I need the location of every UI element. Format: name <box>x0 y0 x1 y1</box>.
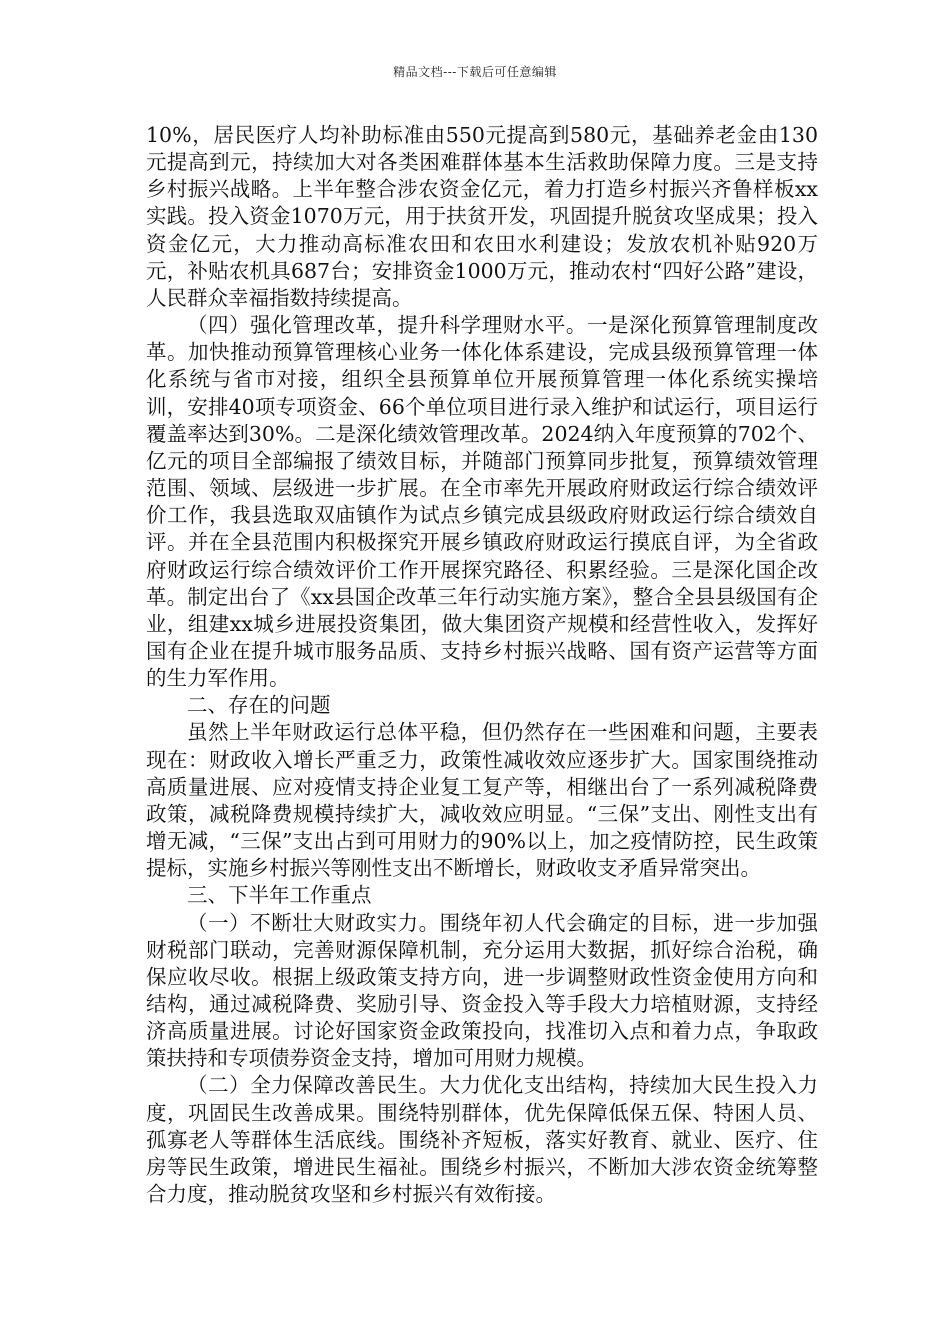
paragraph-problems: 虽然上半年财政运行总体平稳，但仍然存在一些困难和问题，主要表现在：财政收入增长严重乏力，政策性减收效应逐步扩大。国家围绕推动高质量进展、应对疫情支持企业复工复产等，相继出台了一系列减税降费政策，减税降费规模持续扩大，减收效应明显。“三保”支出、刚性支出有增无减，“三保”支出占到可用财力的90%以上，加之疫情防控，民生政策提标，实施乡村振兴等刚性支出不断增长，财政收支矛盾异常突出。 <box>146 720 818 881</box>
section-heading-problems: 二、存在的问题 <box>187 693 331 718</box>
paragraph-continued: 10%，居民医疗人均补助标准由550元提高到580元，基础养老金由130元提高到元，持续加大对各类困难群体基本生活救助保障力度。三是支持乡村振兴战略。上半年整合涉农资金亿元，着力打造乡村振兴齐鲁样板xx实践。投入资金1070万元，用于扶贫开发，巩固提升脱贫攻坚成果；投入资金亿元，大力推动高标准农田和农田水利建设；发放农机补贴920万元，补贴农机具687台；安排资金1000万元，推动农村“四好公路”建设，人民群众幸福指数持续提高。 <box>146 123 818 310</box>
section-heading-priorities: 三、下半年工作重点 <box>187 883 372 908</box>
document-body <box>146 122 818 1208</box>
page-header: 精品文档---下载后可任意编辑 <box>393 65 557 79</box>
paragraph-management-reform: （四）强化管理改革，提升科学理财水平。一是深化预算管理制度改革。加快推动预算管理核心业务一体化体系建设，完成县级预算管理一体化系统与省市对接，组织全县预算单位开展预算管理一体化系统实操培训，安排40项专项资金、66个单位项目进行录入维护和试运行，项目运行覆盖率达到30%。二是深化绩效管理改革。2024纳入年度预算的702个、亿元的项目全部编报了绩效目标，并随部门预算同步批复，预算绩效管理范围、领域、层级进一步扩展。在全市率先开展政府财政运行综合绩效评价工作，我县选取双庙镇作为试点乡镇完成县级政府财政运行综合绩效自评。并在全县范围内积极探究开展乡镇政府财政运行摸底自评，为全省政府财政运行综合绩效评价工作开展探究路径、积累经验。三是深化国企改革。制定出台了《xx县国企改革三年行动实施方案》，整合全县县级国有企业，组建xx城乡进展投资集团，做大集团资产规模和经营性收入，发挥好国有企业在提升城市服务品质、支持乡村振兴战略、国有资产运营等方面的生力军作用。 <box>146 313 818 691</box>
paragraph-livelihood: （二）全力保障改善民生。大力优化支出结构，持续加大民生投入力度，巩固民生改善成果。围绕特别群体，优先保障低保五保、特困人员、孤寡老人等群体生活底线。围绕补齐短板，落实好教育、就业、医疗、住房等民生政策，增进民生福祉。围绕乡村振兴，不断加大涉农资金统筹整合力度，推动脱贫攻坚和乡村振兴有效衔接。 <box>146 1073 818 1207</box>
paragraph-fiscal-strength: （一）不断壮大财政实力。围绕年初人代会确定的目标，进一步加强财税部门联动，完善财源保障机制，充分运用大数据，抓好综合治税，确保应收尽收。根据上级政策支持方向，进一步调整财政性资金使用方向和结构，通过减税降费、奖励引导、资金投入等手段大力培植财源，支持经济高质量进展。讨论好国家资金政策投向，找准切入点和着力点，争取政策扶持和专项债券资金支持，增加可用财力规模。 <box>146 910 818 1071</box>
